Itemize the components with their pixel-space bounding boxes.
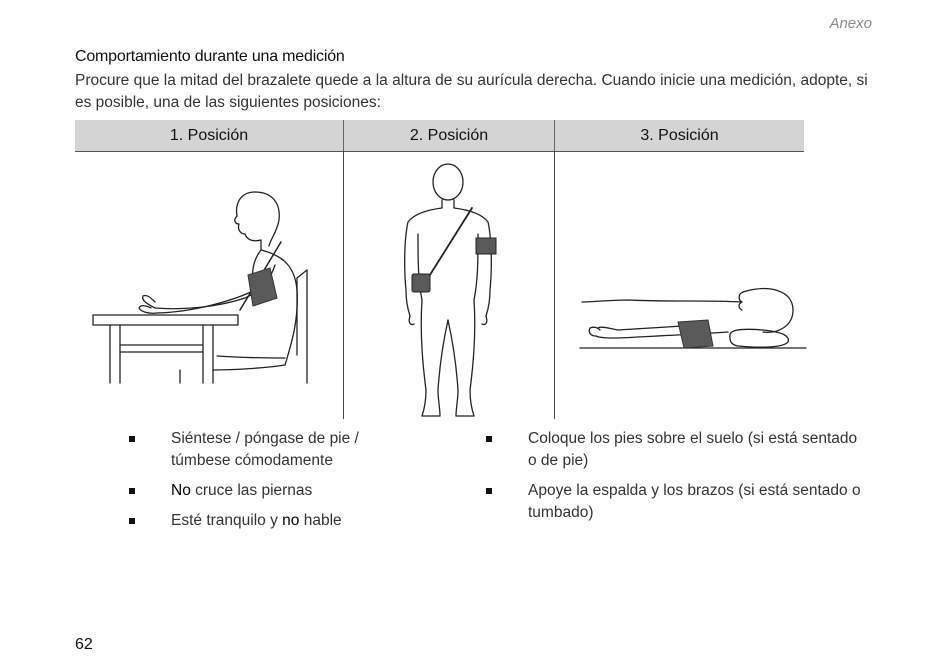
page-number: 62 [75,636,93,653]
list-item: No cruce las piernas [129,480,379,502]
intro-paragraph: Procure que la mitad del brazalete quede a la altura de su aurícula derecha. Cuando inicie una medición, adopte, si es posible, una de las siguientes posiciones: [75,72,868,111]
list-item: Coloque los pies sobre el suelo (si está sentado o de pie) [486,428,866,472]
section-label: Anexo [829,15,872,32]
instructions-left [129,428,379,540]
section-title: Comportamiento durante una medición [75,48,345,65]
column-divider-1 [343,151,344,419]
header-position-3: 3. Posición [640,127,719,144]
bullet-square-icon [486,436,492,442]
bullet-square-icon [129,488,135,494]
bullet-square-icon [486,488,492,494]
header-position-2: 2. Posición [344,120,555,151]
column-divider-2 [554,151,555,419]
header-position-1: 1. Posición [75,120,344,151]
list-item: Siéntese / póngase de pie / túmbese cómodamente [129,428,379,472]
seated-position-illustration [85,180,335,390]
bullet-square-icon [129,518,135,524]
instructions-right [486,428,866,532]
positions-table-header [75,120,804,152]
list-item: Apoye la espalda y los brazos (si está sentado o tumbado) [486,480,866,524]
standing-position-illustration [392,160,507,422]
list-item: Esté tranquilo y no hable [129,510,379,532]
lying-position-illustration [578,280,808,360]
bullet-square-icon [129,436,135,442]
